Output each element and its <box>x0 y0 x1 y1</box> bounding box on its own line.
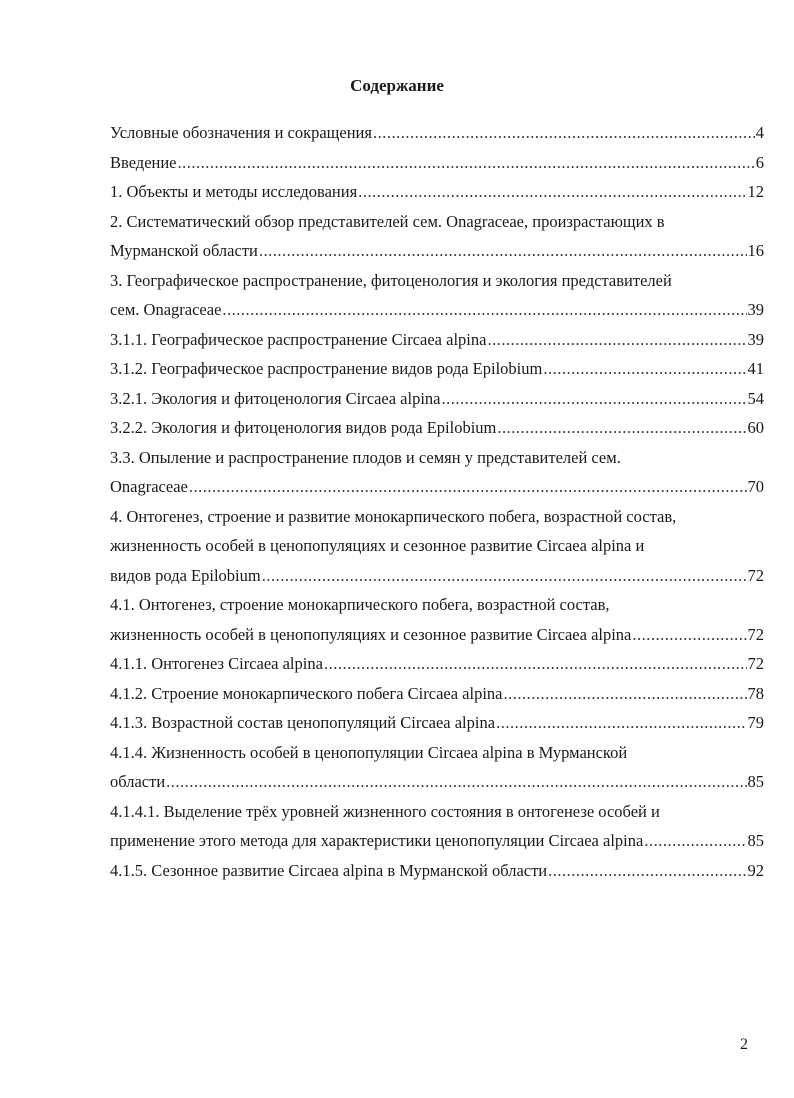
toc-entry <box>110 325 764 355</box>
toc-entry <box>110 856 764 886</box>
toc-entry <box>110 502 764 591</box>
toc-page-number: 12 <box>747 182 764 201</box>
dot-leader <box>487 325 746 355</box>
toc-entry <box>110 413 764 443</box>
dot-leader <box>178 148 755 178</box>
toc-page-number: 4 <box>755 123 764 142</box>
dot-leader <box>548 856 746 886</box>
dot-leader <box>543 354 746 384</box>
toc-entry-text: 3.3. Опыление и распространение плодов и семян у представителей сем. <box>110 447 621 467</box>
toc-entry-text: 4.1.3. Возрастной состав ценопопуляций Circaea alpina <box>110 713 496 732</box>
toc-page-number: 72 <box>747 565 764 585</box>
toc-page-number: 92 <box>747 860 764 880</box>
toc-page-number: 6 <box>755 152 764 172</box>
dot-leader <box>166 767 746 797</box>
toc-entry-text: 4.1.2. Строение монокарпического побега Circaea alpina <box>110 683 503 703</box>
toc-entry-text: 3. Географическое распространение, фитоценология и экология представителей <box>110 270 672 290</box>
toc-line <box>110 826 764 856</box>
toc-entry <box>110 649 764 679</box>
dot-leader <box>373 118 755 148</box>
toc-entry-text: 4.1.4.1. Выделение трёх уровней жизненного состояния в онтогенезе особей и <box>110 801 660 821</box>
dot-leader <box>259 236 747 266</box>
toc-page-number: 39 <box>747 329 764 349</box>
toc-page-number: 72 <box>747 654 764 673</box>
toc-entry <box>110 679 764 709</box>
toc-entry-text: 4.1.5. Сезонное развитие Circaea alpina в Мурманской области <box>110 860 548 880</box>
toc-line <box>110 118 764 148</box>
toc-entry-text: 4. Онтогенез, строение и развитие монокарпического побега, возрастной состав, <box>110 506 677 526</box>
toc-entry <box>110 266 764 325</box>
toc-line <box>110 236 764 266</box>
toc-line <box>110 266 764 296</box>
toc-page-number: 85 <box>747 831 764 850</box>
toc-entry <box>110 148 764 178</box>
toc-page-number: 72 <box>747 624 764 644</box>
toc-page-number: 79 <box>747 713 764 732</box>
page-number: 2 <box>740 1036 748 1053</box>
toc-entry-text: 4.1. Онтогенез, строение монокарпического побега, возрастной состав, <box>110 595 610 614</box>
toc-line <box>110 148 764 178</box>
toc-entry-text: видов рода Epilobium <box>110 565 261 585</box>
toc-entry-text: применение этого метода для характеристики ценопопуляции Circaea alpina <box>110 831 644 850</box>
toc-line <box>110 856 764 886</box>
toc-page-number: 85 <box>747 772 764 791</box>
toc-entry-text: 4.1.4. Жизненность особей в ценопопуляции Circaea alpina в Мурманской <box>110 742 628 762</box>
toc-page-number: 41 <box>747 359 764 378</box>
toc-page-number: 39 <box>747 300 764 319</box>
toc-line <box>110 620 764 650</box>
toc-entry <box>110 797 764 856</box>
toc-line <box>110 502 764 532</box>
page-title: Содержание <box>350 76 444 95</box>
toc-entry <box>110 207 764 266</box>
toc-line <box>110 738 764 768</box>
dot-leader <box>496 708 746 738</box>
dot-leader <box>222 295 746 325</box>
toc-page-number: 78 <box>747 683 764 703</box>
toc-entry-text: 3.2.1. Экология и фитоценология Circaea alpina <box>110 388 441 408</box>
toc-entry-text: жизненность особей в ценопопуляциях и сезонное развитие Circaea alpina и <box>110 536 645 555</box>
toc-line <box>110 207 764 237</box>
toc-entry <box>110 177 764 207</box>
toc-entry-text: 3.1.1. Географическое распространение Circaea alpina <box>110 329 487 349</box>
toc-line <box>110 443 764 473</box>
toc-page-number: 16 <box>747 241 764 260</box>
toc-line <box>110 649 764 679</box>
toc-line <box>110 325 764 355</box>
toc-entry-text: Мурманской области <box>110 241 258 260</box>
toc-entry <box>110 118 764 148</box>
toc-entry-text: жизненность особей в ценопопуляциях и сезонное развитие Circaea alpina <box>110 624 632 644</box>
toc-entry <box>110 708 764 738</box>
table-of-contents <box>110 118 764 885</box>
toc-line <box>110 413 764 443</box>
dot-leader <box>632 620 746 650</box>
toc-line <box>110 797 764 827</box>
toc-line <box>110 354 764 384</box>
dot-leader <box>644 826 746 856</box>
toc-entry-text: Onagraceae <box>110 477 188 496</box>
toc-entry-text: 3.1.2. Географическое распространение видов рода Epilobium <box>110 359 543 378</box>
toc-line <box>110 531 764 561</box>
toc-line <box>110 384 764 414</box>
toc-entry <box>110 738 764 797</box>
dot-leader <box>324 649 747 679</box>
dot-leader <box>189 472 747 502</box>
dot-leader <box>442 384 747 414</box>
toc-page-number: 54 <box>747 388 764 408</box>
toc-page-number: 70 <box>747 477 764 496</box>
toc-line <box>110 679 764 709</box>
toc-entry-text: 3.2.2. Экология и фитоценология видов рода Epilobium <box>110 418 497 437</box>
toc-entry-text: сем. Onagraceae <box>110 300 222 319</box>
dot-leader <box>504 679 747 709</box>
dot-leader <box>262 561 747 591</box>
toc-page-number: 60 <box>747 418 764 437</box>
toc-line <box>110 767 764 797</box>
toc-entry-text: Условные обозначения и сокращения <box>110 123 372 142</box>
toc-line <box>110 472 764 502</box>
toc-line <box>110 177 764 207</box>
toc-line <box>110 708 764 738</box>
dot-leader <box>497 413 746 443</box>
toc-entry <box>110 443 764 502</box>
toc-entry <box>110 354 764 384</box>
toc-entry-text: области <box>110 772 166 791</box>
toc-entry-text: 2. Систематический обзор представителей сем. Onagraceae, произрастающих в <box>110 211 665 231</box>
toc-line <box>110 561 764 591</box>
toc-line <box>110 295 764 325</box>
toc-line <box>110 590 764 620</box>
toc-entry-text: Введение <box>110 152 177 172</box>
toc-entry <box>110 590 764 649</box>
toc-entry-text: 1. Объекты и методы исследования <box>110 182 358 201</box>
dot-leader <box>358 177 746 207</box>
toc-entry <box>110 384 764 414</box>
toc-entry-text: 4.1.1. Онтогенез Circaea alpina <box>110 654 323 673</box>
